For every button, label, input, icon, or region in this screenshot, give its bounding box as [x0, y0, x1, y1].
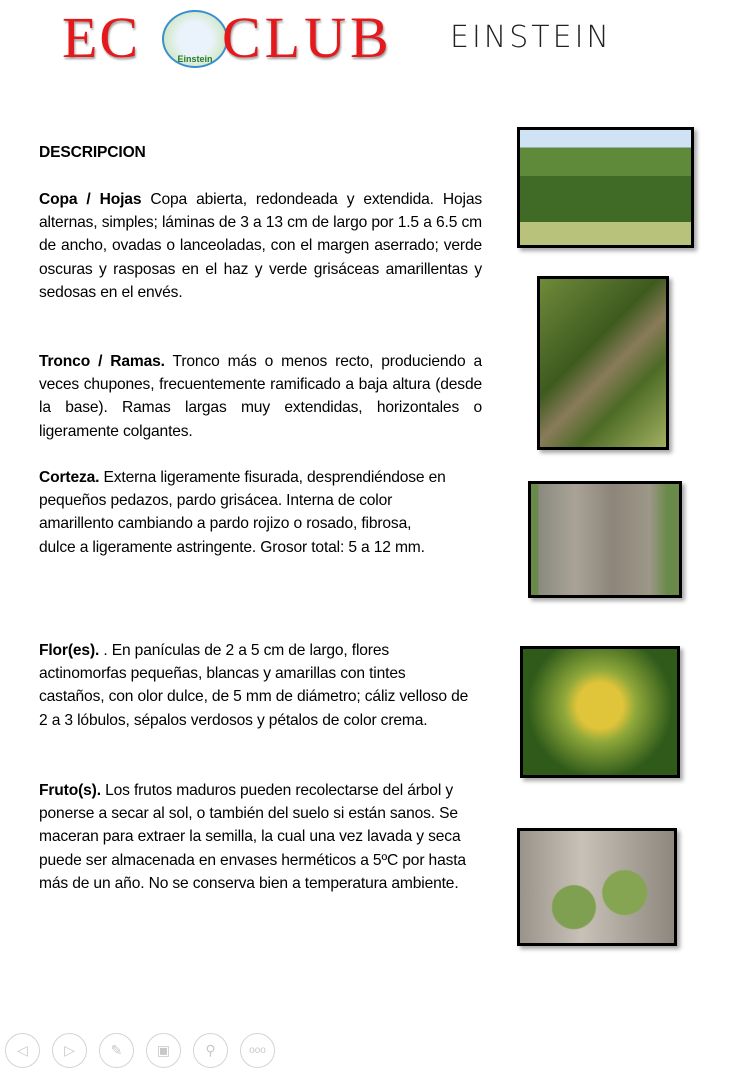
section-flor [39, 639, 469, 732]
section-body: Los frutos maduros pueden recolectarse del árbol y ponerse a secar al sol, o también del suelo si están sanos. Se maceran para extraer la semilla, la cual una vez lavada y seca puede ser almacenada en envases herméticos a 5ºC por hasta más de un año. No se conserva bien a temperatura ambiente. [39, 782, 466, 892]
more-options-button[interactable] [240, 1033, 275, 1068]
logo-club: CLUB [222, 5, 393, 70]
magnifier-icon: ⚲ [205, 1042, 216, 1058]
next-slide-button[interactable] [52, 1033, 87, 1068]
section-fruto [39, 779, 487, 895]
section-body: . En panículas de 2 a 5 cm de largo, flores actinomorfas pequeñas, blancas y amarillas con tintes castaños, con olor dulce, de 5 mm de diámetro; cáliz velloso de 2 a 3 lóbulos, sépalos verdosos y pétalos de color crema. [39, 642, 469, 729]
logo-emblem [162, 10, 228, 68]
fruits-photo [517, 828, 677, 946]
see-all-slides-button[interactable] [146, 1033, 181, 1068]
slideshow-toolbar [5, 1033, 275, 1068]
section-copa [39, 188, 482, 304]
flowers-photo [520, 646, 680, 778]
logo-einstein: EINSTEIN [450, 20, 612, 55]
pen-icon: ✎ [110, 1042, 123, 1058]
triangle-left-icon: ◁ [17, 1042, 28, 1058]
section-title: Flor(es). [39, 642, 100, 659]
section-body: Tronco más o menos recto, produciendo a veces chupones, frecuentemente ramificado a baja altura (desde la base). Ramas largas muy extendidas, horizontales o ligeramente colgantes. [39, 353, 482, 440]
pen-button[interactable] [99, 1033, 134, 1068]
zoom-button[interactable] [193, 1033, 228, 1068]
previous-slide-button[interactable] [5, 1033, 40, 1068]
section-title: Copa / Hojas [39, 191, 142, 208]
tree-canopy-photo [517, 127, 694, 248]
section-title: Fruto(s). [39, 782, 101, 799]
more-dots-icon: ooo [249, 1045, 266, 1056]
bark-photo [528, 481, 682, 598]
page-heading: DESCRIPCION [39, 144, 146, 161]
section-corteza [39, 466, 449, 559]
triangle-right-icon: ▷ [64, 1042, 75, 1058]
section-body: Copa abierta, redondeada y extendida. Hojas alternas, simples; láminas de 3 a 13 cm de largo por 1.5 a 6.5 cm de ancho, ovadas o lanceoladas, con el margen aserrado; verde oscuras y rasposas en el haz y verde grisáceas amarillentas y sedosas en el envés. [39, 191, 482, 301]
slides-grid-icon: ▣ [156, 1042, 171, 1058]
emblem-text: Einstein [177, 54, 213, 64]
trunk-branches-photo [537, 276, 669, 450]
section-body: Externa ligeramente fisurada, desprendiéndose en pequeños pedazos, pardo grisácea. Interna de color amarillento cambiando a pardo rojizo o rosado, fibrosa, dulce a ligeramente astringente. Grosor total: 5 a 12 mm. [39, 469, 446, 556]
section-title: Tronco / Ramas. [39, 353, 165, 370]
ecoclub-logo [62, 5, 652, 70]
section-tronco [39, 350, 482, 443]
logo-eco: EC [62, 5, 141, 70]
section-title: Corteza. [39, 469, 100, 486]
